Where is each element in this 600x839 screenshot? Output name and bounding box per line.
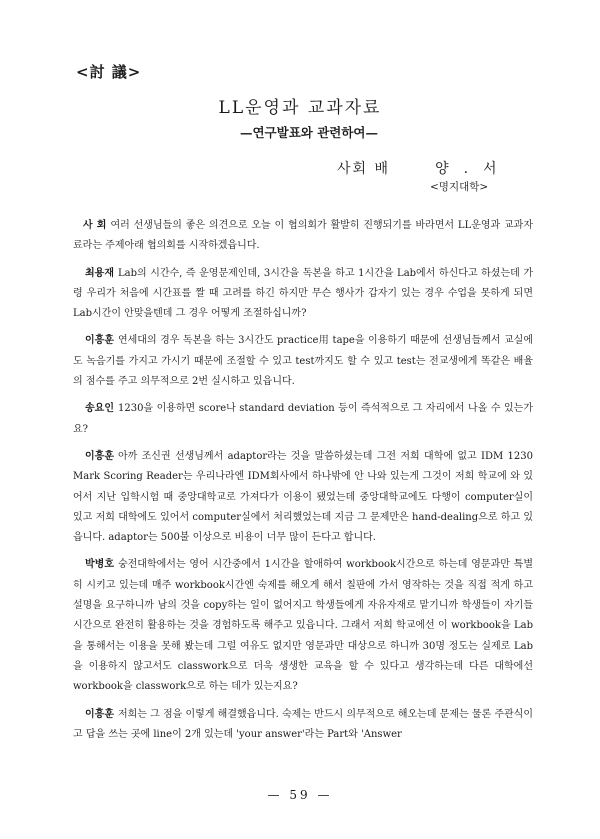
discussion-paragraph	[73, 447, 533, 548]
speaker-name: 이흥훈	[85, 450, 114, 462]
paragraph-text: 아까 조신권 선생님께서 adaptor라는 것을 말씀하셨는데 그전 저희 대학에 없고 IDM 1230 Mark Scoring Reader는 우리나라엔 IDM회사에서 하나밖에 안 나와 있는게 그것이 저희 학교에 와 있어서 지난 입학시험 때 중앙대학교로 가져다가 이용이 됐었는데 중앙대학교에도 다행이 computer실이 있고 저희 대학에도 있어서 computer실에서 처리했었는데 지금 그 문제만은 hand-dealing으로 하고 있읍니다. adaptor는 500불 이상으로 비용이 너무 많이 든다고 합니다.	[73, 450, 533, 544]
paragraph-text: 연세대의 경우 독본을 하는 3시간도 practice用 tape을 이용하기 때문에 선생님들께서 교실에도 녹음기를 가지고 가시기 때문에 조절할 수 있고 test까지도 할 수 있고 test는 전교생에게 똑같은 배율의 점수를 주고 의무적으로 2번 실시하고 있읍니다.	[73, 335, 533, 388]
speaker-name: 최용재	[85, 267, 114, 279]
speaker-name: 송요인	[85, 403, 114, 415]
discussion-body	[73, 216, 533, 752]
speaker-name: 사 회	[83, 220, 107, 231]
page-title: LL운영과 교과자료	[218, 98, 382, 118]
page-number: — 59 —	[267, 788, 333, 802]
author-name: 사회 배 양 . 서	[337, 161, 499, 177]
paragraph-text: 숭전대학에서는 영어 시간중에서 1시간을 할애하여 workbook시간으로 하는데 영문과만 특별히 시키고 있는데 매주 workbook시간엔 숙제를 해오게 해서 칠판에 가서 영작하는 것을 직접 적게 하고 설명을 요구하니까 남의 것을 copy하는 일이 없어지고 학생들에게 자유자재로 맡기니까 학생들이 자기들 시간으로 완전히 활용하는 것을 경험하도록 해주고 있읍니다. 그래서 저희 학교에선 이 workbook을 Lab을 통해서는 이용을 못해 봤는데 그럴 여유도 없지만 영문과만 대상으로 하니까 30명 정도는 실제로 Lab을 이용하지 않고서도 classwork으로 더욱 생생한 교육을 할 수 있다고 생각하는데 다른 대학에선 workbook을 classwork으로 하는 데가 있는지요?	[73, 559, 533, 693]
speaker-name: 박병호	[85, 559, 114, 571]
section-tag: <討 議>	[76, 63, 142, 81]
speaker-name: 이흥훈	[85, 335, 114, 347]
paragraph-text: Lab의 시간수, 즉 운영문제인데, 3시간을 독본을 하고 1시간을 Lab에서 하신다고 하셨는데 가령 우리가 처음에 시간표를 짤 때 고려를 하긴 하지만 무슨 행사가 갑자기 있는 경우 수업을 못하게 되면 Lab시간이 안맞을텐데 그 경우 어떻게 조절하십니까?	[73, 267, 533, 320]
discussion-paragraph	[73, 555, 533, 697]
author-affiliation: <명지대학>	[430, 181, 489, 193]
discussion-paragraph	[73, 705, 533, 746]
paragraph-text: 1230을 이용하면 score나 standard deviation 등이 즉석적으로 그 자리에서 나올 수 있는가요?	[73, 403, 533, 435]
discussion-paragraph	[73, 399, 533, 440]
speaker-name: 이흥훈	[85, 708, 114, 720]
paragraph-text: 여러 선생님들의 좋은 의견으로 오늘 이 협의회가 활발히 진행되기를 바라면서 LL운영과 교과자료라는 주제아래 협의회를 시작하겠읍니다.	[73, 220, 533, 252]
discussion-paragraph	[73, 216, 533, 257]
paragraph-text: 저희는 그 점을 이렇게 해결했읍니다. 숙제는 반드시 의무적으로 해오는데 문제는 물론 주관식이고 답을 쓰는 곳에 line이 2개 있는데 'your answer'라는 Part와 'Answer	[73, 708, 533, 740]
discussion-paragraph	[73, 331, 533, 392]
page-subtitle: —연구발표와 관련하여—	[239, 125, 379, 140]
discussion-paragraph	[73, 264, 533, 325]
